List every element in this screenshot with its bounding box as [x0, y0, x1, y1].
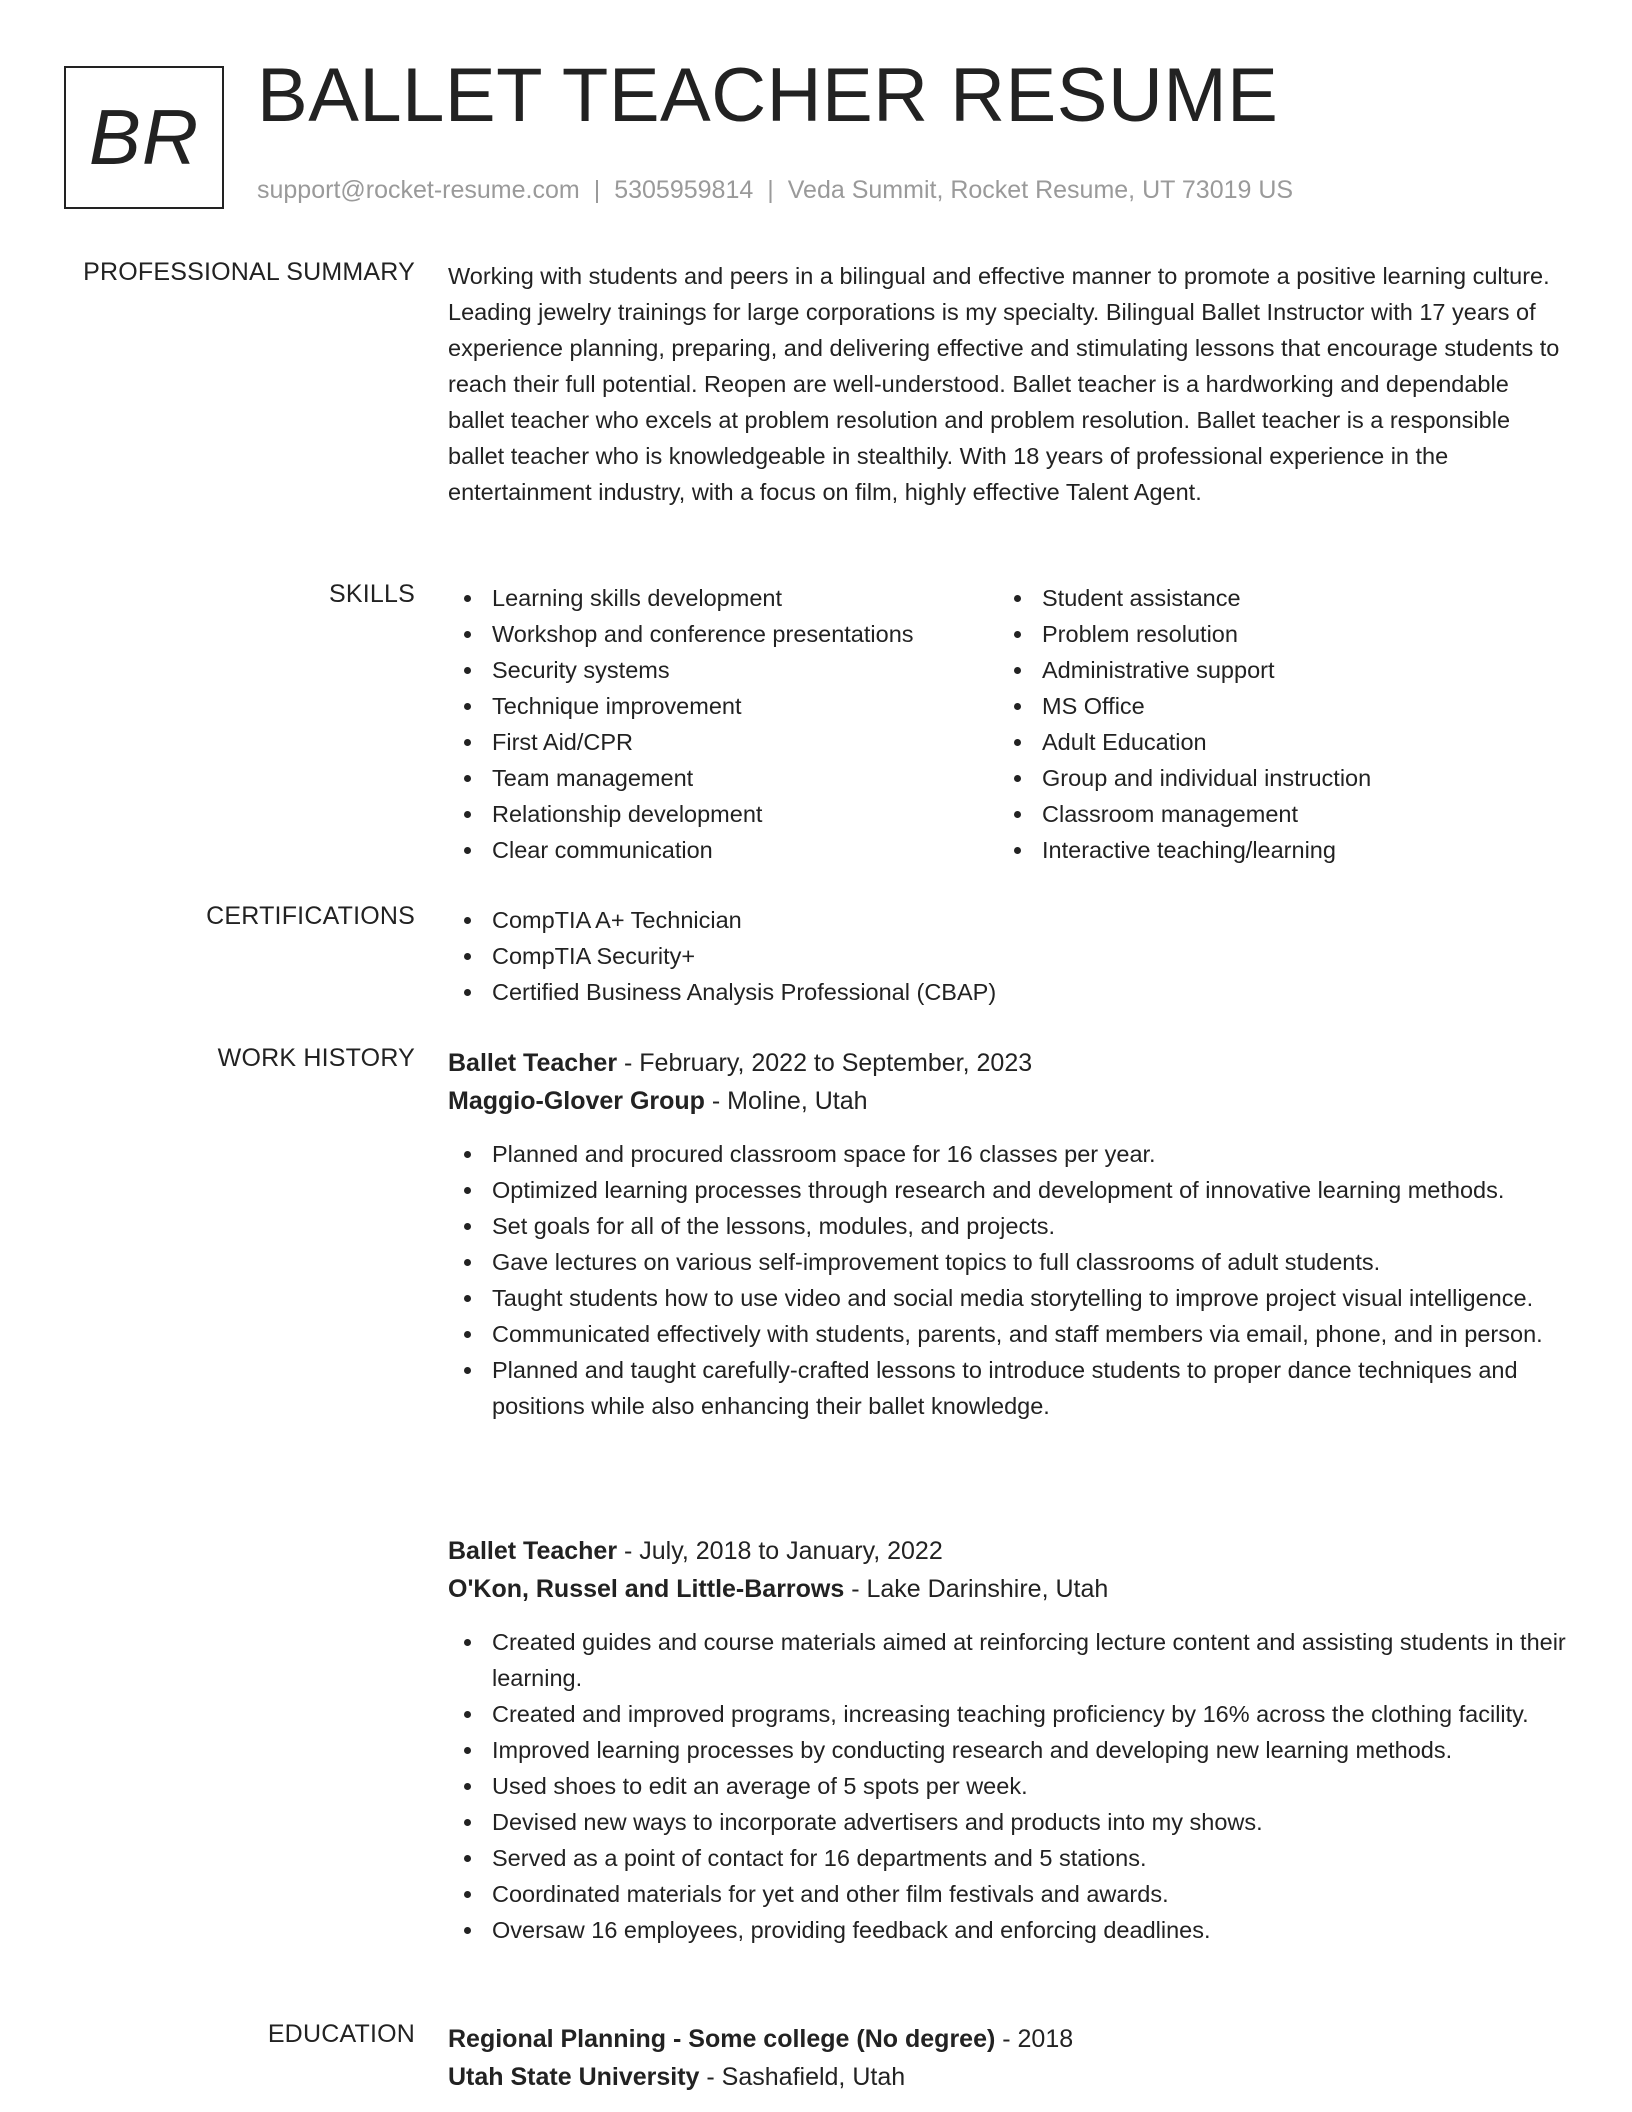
skills-list-left	[448, 580, 998, 868]
job-title-line	[448, 1532, 1568, 1570]
skill-item: Administrative support	[998, 652, 1548, 688]
job-duty: Communicated effectively with students, parents, and staff members via email, phone, and in person.	[448, 1316, 1568, 1352]
job-title-line	[448, 1044, 1568, 1082]
summary-text: Working with students and peers in a bilingual and effective manner to promote a positive learning culture. Leading jewelry trainings for large corporations is my specialty. Bilingual Ballet Instructor with 17 years of experience planning, preparing, and delivering effective and stimulating lessons that encourage students to reach their full potential. Reopen are well-understood. Ballet teacher is a hardworking and dependable ballet teacher who excels at problem resolution and problem resolution. Ballet teacher is a responsible ballet teacher who is knowledgeable in stealthily. With 18 years of professional experience in the entertainment industry, with a focus on film, highly effective Talent Agent.	[448, 263, 1560, 505]
skill-item: Problem resolution	[998, 616, 1548, 652]
skill-item: MS Office	[998, 688, 1548, 724]
job-dates: - July, 2018 to January, 2022	[617, 1537, 943, 1565]
job-company: O'Kon, Russel and Little-Barrows	[448, 1575, 845, 1603]
job-duty: Coordinated materials for yet and other film festivals and awards.	[448, 1876, 1568, 1912]
job-duty: Optimized learning processes through research and development of innovative learning methods.	[448, 1172, 1568, 1208]
monogram-logo: BR	[64, 66, 224, 209]
certification-item: CompTIA A+ Technician	[448, 902, 1568, 938]
skill-item: Student assistance	[998, 580, 1548, 616]
job-company-line	[448, 1082, 1568, 1120]
skill-item: Team management	[448, 760, 998, 796]
skill-item: Learning skills development	[448, 580, 998, 616]
job-duty: Oversaw 16 employees, providing feedback and enforcing deadlines.	[448, 1912, 1568, 1948]
education-school: Utah State University	[448, 2063, 700, 2091]
skill-item: Clear communication	[448, 832, 998, 868]
education-degree-line	[448, 2020, 1568, 2058]
job-duty: Used shoes to edit an average of 5 spots per week.	[448, 1768, 1568, 1804]
section-label: EDUCATION	[267, 2020, 415, 2048]
job-company: Maggio-Glover Group	[448, 1087, 705, 1115]
job-location: - Moline, Utah	[704, 1087, 868, 1115]
job-entry	[448, 1044, 1568, 1424]
job-dates: - February, 2022 to September, 2023	[617, 1049, 1033, 1077]
job-title: Ballet Teacher	[448, 1537, 618, 1565]
section-label: WORK HISTORY	[217, 1044, 415, 1072]
skill-item: Adult Education	[998, 724, 1548, 760]
job-location: - Lake Darinshire, Utah	[844, 1575, 1109, 1603]
skill-item: Workshop and conference presentations	[448, 616, 998, 652]
contact-separator: |	[593, 176, 601, 204]
job-duty: Served as a point of contact for 16 departments and 5 stations.	[448, 1840, 1568, 1876]
resume-title: BALLET TEACHER RESUME	[257, 53, 1279, 138]
job-entry	[448, 1532, 1568, 1948]
certifications-list	[448, 902, 1568, 1010]
job-title: Ballet Teacher	[448, 1049, 618, 1077]
skill-item: Security systems	[448, 652, 998, 688]
contact-phone[interactable]: 5305959814	[614, 176, 754, 204]
skills-list-right	[998, 580, 1548, 868]
job-duties-list	[448, 1136, 1568, 1424]
education-school-line	[448, 2058, 1568, 2096]
education-year: - 2018	[995, 2025, 1074, 2053]
education-entry	[448, 2020, 1568, 2096]
skill-item: Interactive teaching/learning	[998, 832, 1548, 868]
contact-email[interactable]: support@rocket-resume.com	[257, 176, 580, 204]
education-degree: Regional Planning - Some college (No degree)	[448, 2025, 996, 2053]
job-duty: Created and improved programs, increasing teaching proficiency by 16% across the clothing facility.	[448, 1696, 1568, 1732]
skill-item: Relationship development	[448, 796, 998, 832]
skill-item: Classroom management	[998, 796, 1548, 832]
job-duty: Set goals for all of the lessons, modules, and projects.	[448, 1208, 1568, 1244]
job-duty: Planned and procured classroom space for 16 classes per year.	[448, 1136, 1568, 1172]
section-label: CERTIFICATIONS	[206, 902, 415, 930]
education-location: - Sashafield, Utah	[699, 2063, 906, 2091]
job-duty: Devised new ways to incorporate advertisers and products into my shows.	[448, 1804, 1568, 1840]
job-duty: Gave lectures on various self-improvement topics to full classrooms of adult students.	[448, 1244, 1568, 1280]
section-label: SKILLS	[329, 580, 415, 608]
contact-line	[257, 176, 1293, 205]
job-duty: Created guides and course materials aimed at reinforcing lecture content and assisting students in their learning.	[448, 1624, 1568, 1696]
contact-separator: |	[767, 176, 774, 204]
section-label: PROFESSIONAL SUMMARY	[83, 258, 415, 286]
job-duty: Taught students how to use video and social media storytelling to improve project visual intelligence.	[448, 1280, 1568, 1316]
certification-item: Certified Business Analysis Professional (CBAP)	[448, 974, 1568, 1010]
skill-item: Group and individual instruction	[998, 760, 1548, 796]
job-duty: Improved learning processes by conducting research and developing new learning methods.	[448, 1732, 1568, 1768]
skill-item: First Aid/CPR	[448, 724, 998, 760]
certification-item: CompTIA Security+	[448, 938, 1568, 974]
job-company-line	[448, 1570, 1568, 1608]
job-duties-list	[448, 1624, 1568, 1948]
skills-columns	[448, 580, 1568, 868]
contact-address: Veda Summit, Rocket Resume, UT 73019 US	[787, 176, 1294, 204]
skill-item: Technique improvement	[448, 688, 998, 724]
job-duty: Planned and taught carefully-crafted lessons to introduce students to proper dance techniques and positions while also enhancing their ballet knowledge.	[448, 1352, 1568, 1424]
